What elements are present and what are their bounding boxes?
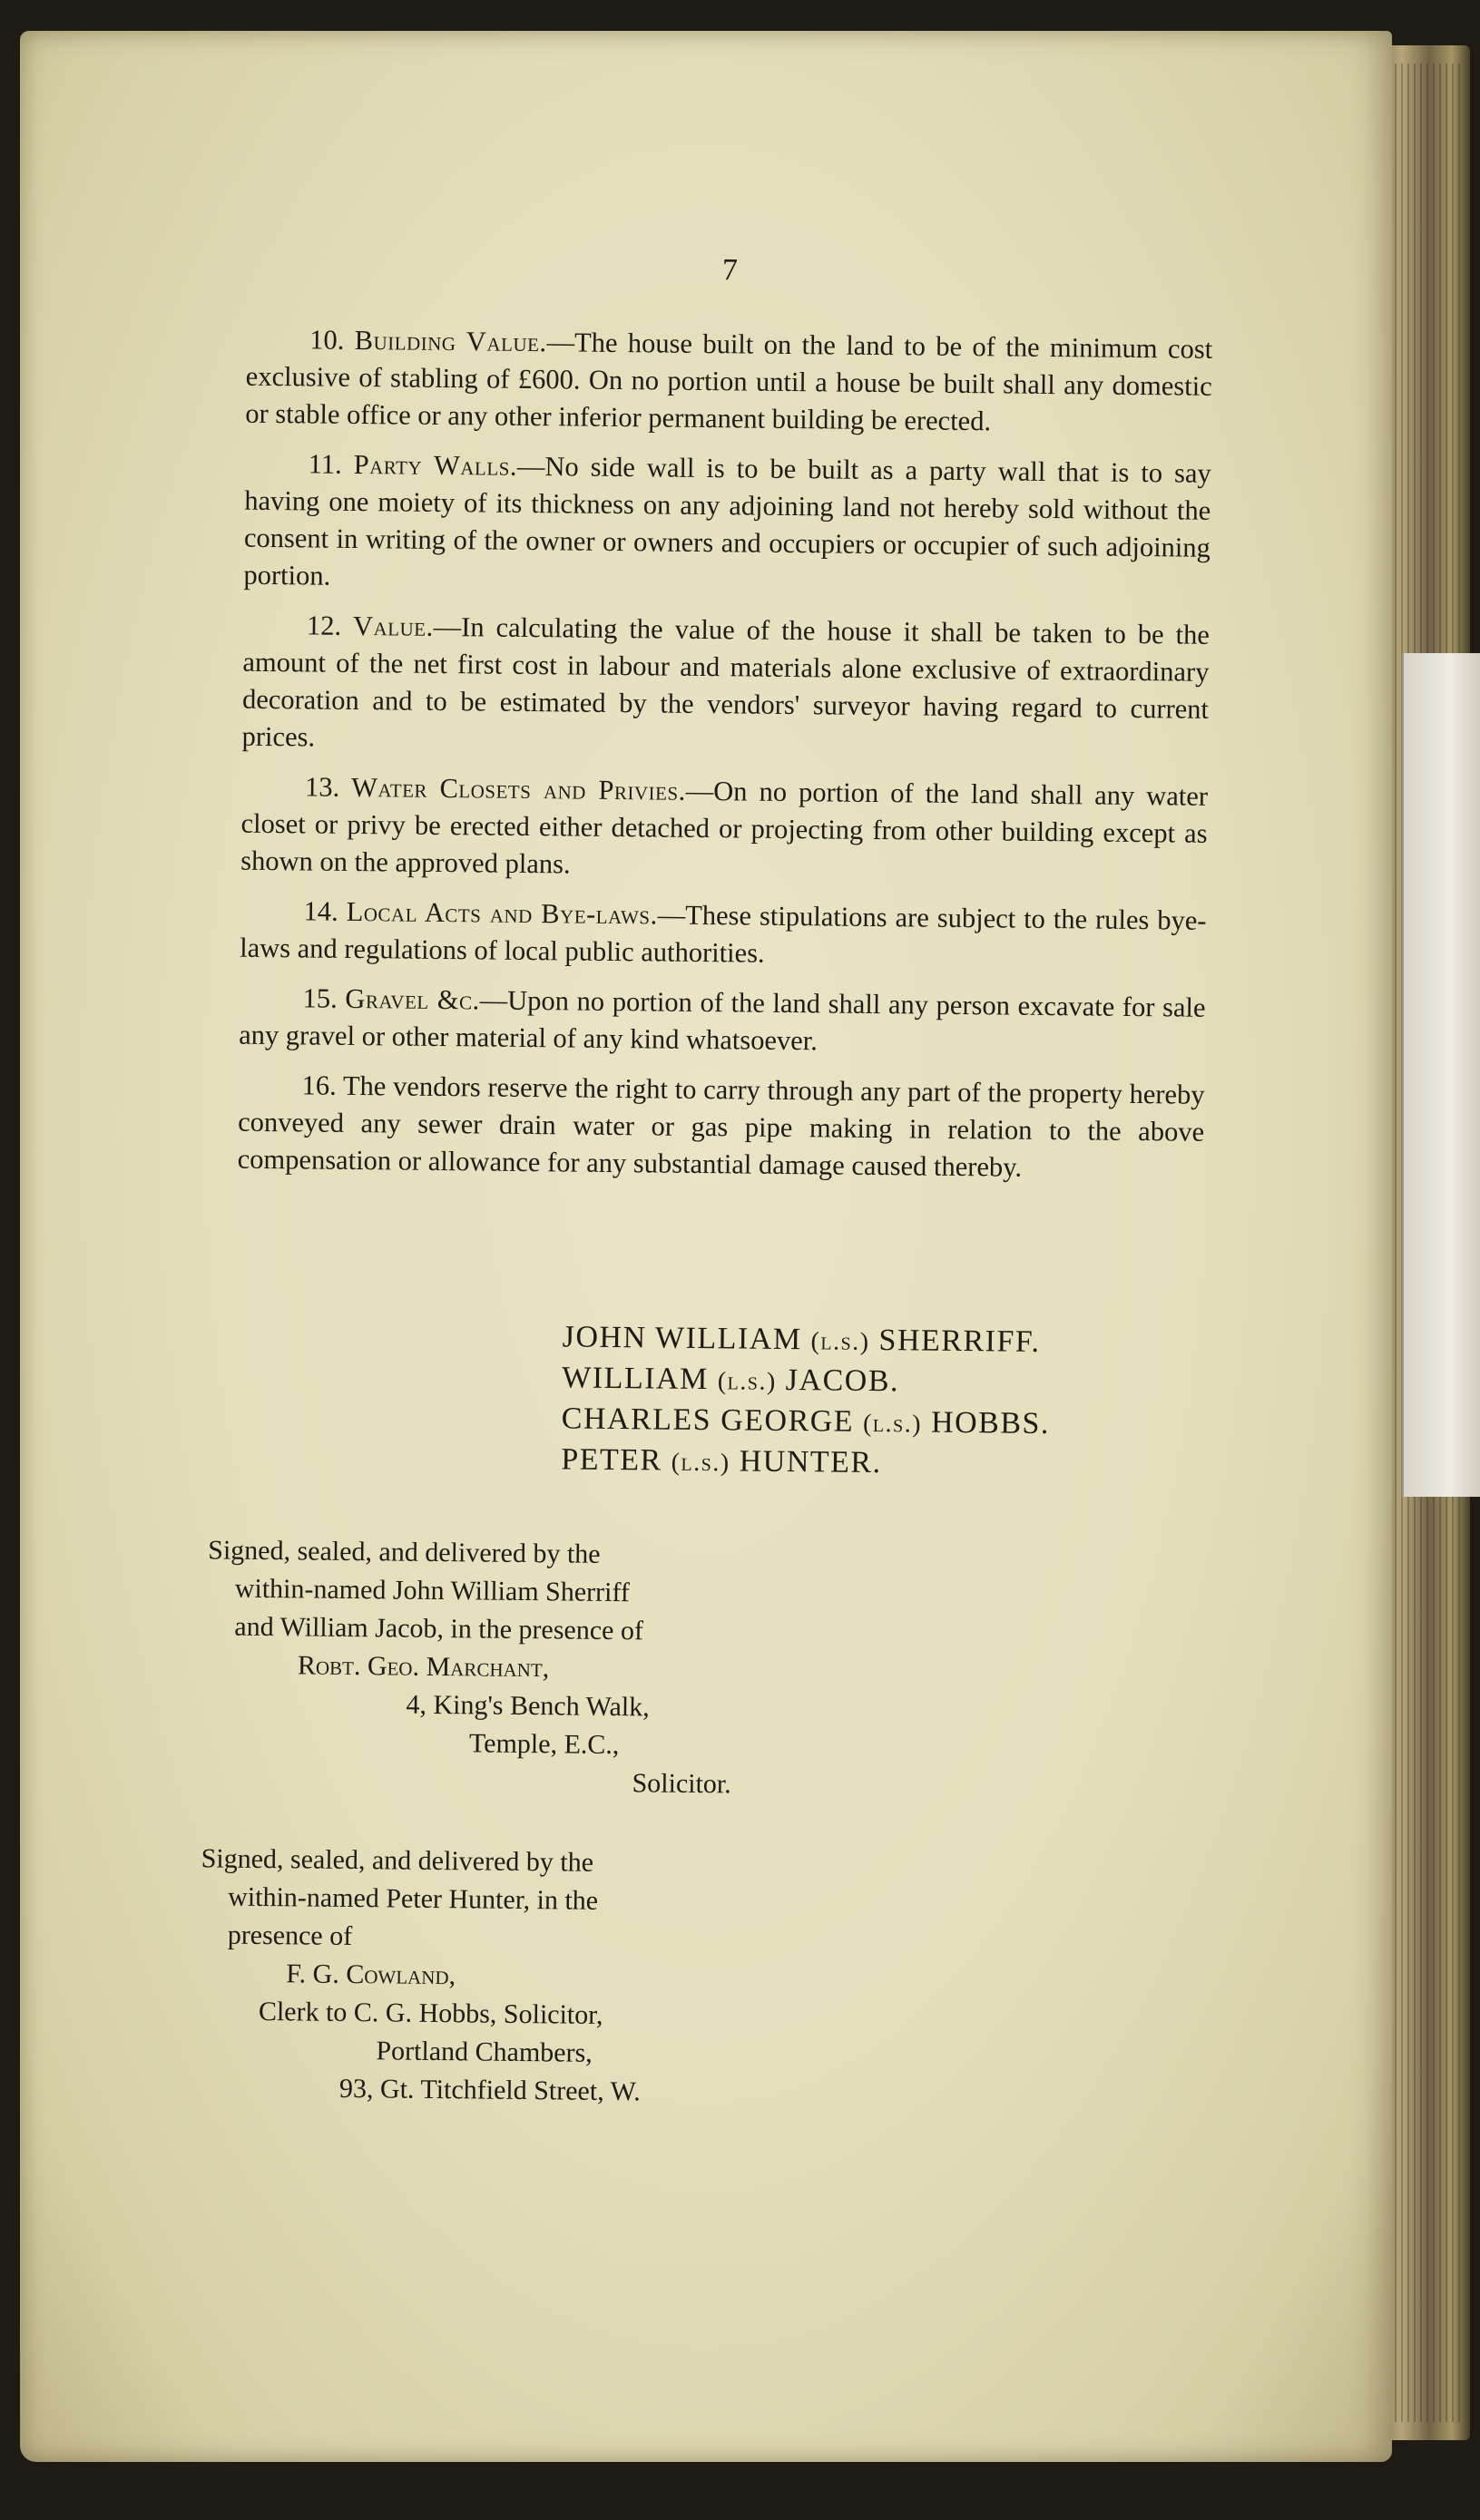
seal-mark: (l.s.) — [810, 1327, 870, 1356]
signature-line — [562, 1317, 1051, 1363]
signature-block — [561, 1317, 1051, 1486]
clause-14 — [240, 893, 1207, 977]
clause-heading: Value. — [352, 610, 434, 642]
clause-16 — [238, 1067, 1205, 1188]
signature-line — [562, 1358, 1051, 1404]
witness-address: Portland Chambers, — [376, 2036, 593, 2068]
attestation-line: Signed, sealed, and delivered by the — [201, 1843, 594, 1878]
clause-text: —These stipulations are subject to the rules bye-laws and regulations of local public authorities. — [240, 899, 1207, 969]
clause-text: —Upon no portion of the land shall any person excavate for sale any gravel or other material of any kind whatsoever. — [239, 984, 1206, 1057]
witness-role: Clerk to C. G. Hobbs, Solicitor, — [258, 1996, 603, 2030]
slip-handwritten-mark — [1408, 671, 1420, 738]
seal-mark: (l.s.) — [717, 1367, 777, 1396]
page-content — [0, 24, 1395, 2469]
clause-list — [237, 321, 1212, 1201]
seal-mark: (l.s.) — [862, 1409, 923, 1439]
signatory-first-names: WILLIAM — [562, 1361, 709, 1397]
signature-line — [562, 1399, 1051, 1445]
page-number: 7 — [721, 253, 739, 288]
clause-text: —On no portion of the land shall any water closet or privy be erected either detached or projecting from other building except as shown on the approved plans. — [240, 775, 1209, 880]
witness-name: F. G. Cowland, — [286, 1958, 456, 1991]
witness-address: 93, Gt. Titchfield Street, W. — [338, 2073, 641, 2107]
clause-number: 12. — [306, 610, 342, 641]
clause-heading: Local Acts and Bye-laws. — [346, 895, 658, 931]
clause-heading: Gravel &c. — [345, 982, 480, 1016]
attestation-line: within-named John William Sherriff — [234, 1573, 631, 1608]
attestation-line: within-named Peter Hunter, in the — [228, 1881, 599, 1916]
clause-heading: Water Closets and Privies. — [351, 771, 686, 806]
signatory-first-names: CHARLES GEORGE — [561, 1402, 855, 1439]
seal-mark: (l.s.) — [671, 1448, 730, 1478]
witness-block-1 — [205, 1531, 770, 1803]
clause-number: 14. — [303, 895, 338, 927]
clause-number: 16. — [301, 1070, 337, 1101]
clause-number: 15. — [302, 982, 338, 1014]
clause-text: —No side wall is to be built as a party wall that is to say having one moiety of its thickness on any adjoining land not hereby sold without the consent in writing of the owner or owners and occupiers or occupier of such adjoining portion. — [243, 450, 1211, 591]
signatory-first-names: JOHN WILLIAM — [562, 1320, 802, 1357]
signature-line — [561, 1440, 1050, 1486]
witness-role: Solicitor. — [632, 1768, 731, 1800]
clause-10 — [245, 321, 1212, 443]
signatory-first-names: PETER — [561, 1442, 662, 1478]
clause-11 — [243, 445, 1211, 604]
clause-heading: Party Walls. — [353, 448, 518, 482]
inserted-paper-slip — [1402, 653, 1480, 1497]
signatory-surname: SHERRIFF. — [878, 1323, 1041, 1359]
witness-address: Temple, E.C., — [468, 1728, 620, 1761]
clause-12 — [241, 607, 1210, 766]
witness-block-2 — [199, 1840, 764, 2112]
clause-15 — [239, 980, 1206, 1064]
signatory-surname: HOBBS. — [930, 1405, 1051, 1441]
witness-name: Robt. Geo. Marchant, — [297, 1650, 550, 1684]
signatory-surname: HUNTER. — [739, 1444, 882, 1480]
clause-number: 10. — [309, 324, 345, 356]
clause-heading: Building Value. — [354, 324, 547, 358]
signatory-surname: JACOB. — [785, 1363, 900, 1399]
clause-text: The vendors reserve the right to carry through any part of the property hereby conveyed any sewer drain water or gas pipe making in relation to the above compensation or allowance for any substantial damage caused thereby. — [237, 1070, 1205, 1183]
clause-number: 13. — [304, 771, 340, 803]
witness-address: 4, King's Bench Walk, — [406, 1689, 650, 1723]
attestation-line: presence of — [227, 1919, 353, 1952]
attestation-line: Signed, sealed, and delivered by the — [208, 1535, 601, 1569]
clause-13 — [240, 768, 1208, 890]
clause-number: 11. — [308, 448, 342, 480]
clause-text: —The house built on the land to be of the minimum cost exclusive of stabling of £600. On no portion until a house be built shall any domestic or stable office or any other inferior permanent building be erected. — [245, 327, 1213, 437]
attestation-line: and William Jacob, in the presence of — [234, 1611, 644, 1646]
document-page — [20, 31, 1392, 2462]
clause-text: —In calculating the value of the house it shall be taken to be the amount of the net first cost in labour and materials alone exclusive of extraordinary decoration and to be estimated by the vendors' surveyor having regard to current prices. — [241, 610, 1210, 753]
